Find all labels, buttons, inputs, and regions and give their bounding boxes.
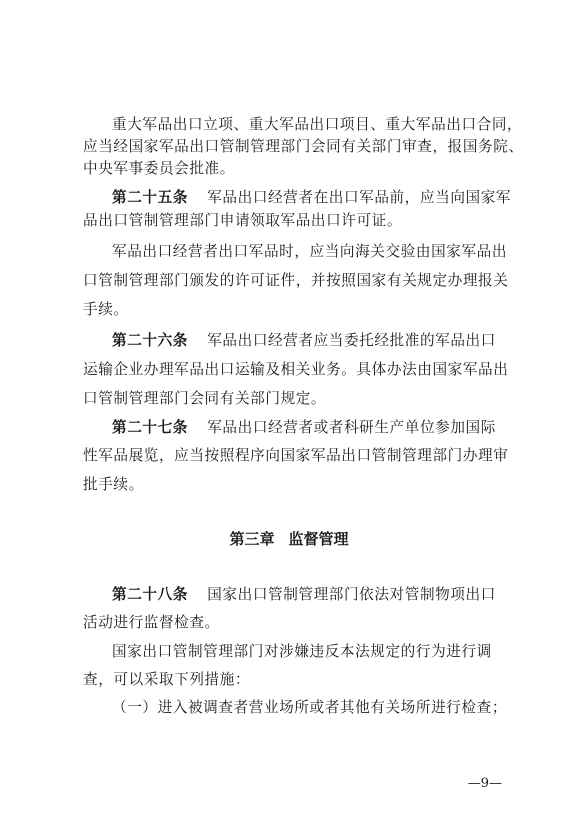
paragraph-line: 批手续。	[83, 476, 144, 493]
chapter-name: 监督管理	[288, 530, 349, 548]
article-title: 第二十七条	[112, 419, 188, 436]
article-27	[112, 418, 515, 438]
list-item: （一）进入被调查者营业场所或者其他有关场所进行检查；	[112, 699, 508, 716]
article-28	[112, 585, 515, 605]
chapter-number: 第三章	[229, 530, 275, 548]
article-text: 军品出口经营者在出口军品前，应当向国家军	[207, 189, 512, 206]
page-number: —9—	[467, 776, 502, 791]
paragraph-line: 性军品展览，应当按照程序向国家军品出口管制管理部门办理审	[83, 447, 509, 464]
article-title: 第二十五条	[112, 189, 188, 206]
paragraph-line: 运输企业办理军品出口运输及相关业务。具体办法由国家军品出	[83, 361, 509, 378]
paragraph-line: 口管制管理部门颁发的许可证件，并按照国家有关规定办理报关	[83, 272, 509, 289]
paragraph-line: 活动进行监督检查。	[83, 614, 220, 631]
article-text: 军品出口经营者或者科研生产单位参加国际	[207, 419, 496, 436]
paragraph-line: 军品出口经营者出口军品时，应当向海关交验由国家军品出	[112, 243, 508, 260]
paragraph-line: 查，可以采取下列措施：	[83, 671, 251, 688]
article-title: 第二十六条	[112, 332, 188, 349]
paragraph-line: 品出口管制管理部门申请领取军品出口许可证。	[83, 212, 403, 229]
paragraph-line: 中央军事委员会批准。	[83, 160, 235, 177]
chapter-heading	[0, 529, 578, 549]
article-text: 国家出口管制管理部门依法对管制物项出口	[207, 586, 496, 603]
paragraph-line: 重大军品出口立项、重大军品出口项目、重大军品出口合同，	[112, 116, 523, 133]
paragraph-line: 口管制管理部门会同有关部门规定。	[83, 390, 327, 407]
article-title: 第二十八条	[112, 586, 188, 603]
paragraph-line: 国家出口管制管理部门对涉嫌违反本法规定的行为进行调	[112, 643, 492, 660]
article-26	[112, 331, 515, 351]
article-25	[112, 188, 515, 208]
paragraph-line: 手续。	[83, 301, 129, 318]
article-text: 军品出口经营者应当委托经批准的军品出口	[207, 332, 496, 349]
paragraph-line: 应当经国家军品出口管制管理部门会同有关部门审查，报国务院、	[83, 138, 524, 155]
